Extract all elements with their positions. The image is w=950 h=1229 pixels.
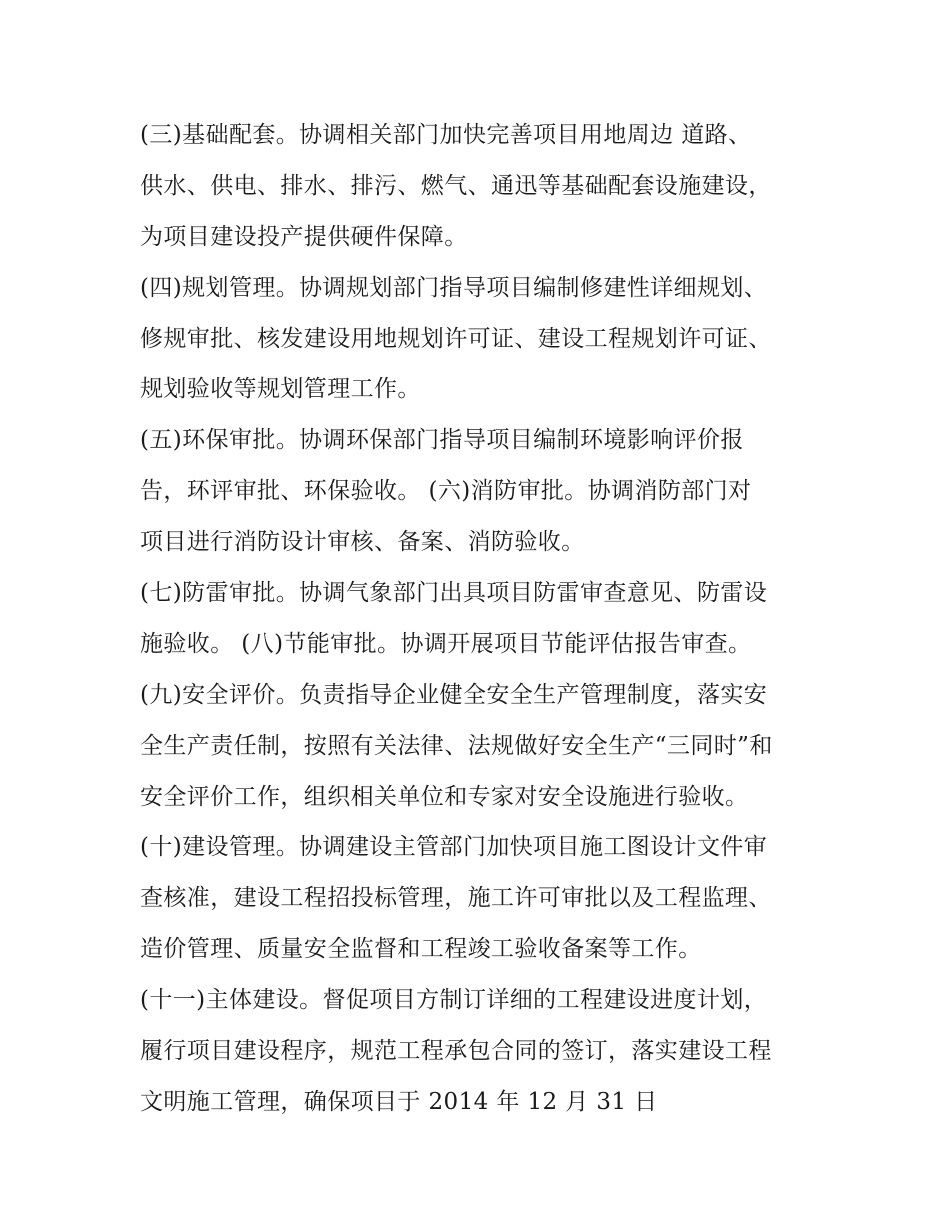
- text-line: 造价管理、质量安全监督和工程竣工验收备案等工作。: [140, 936, 702, 963]
- text-line: (五)环保审批。协调环保部门指导项目编制环境影响评价报: [140, 427, 744, 454]
- text-line: 规划验收等规划管理工作。: [140, 376, 421, 403]
- text-line: (九)安全评价。负责指导企业健全安全生产管理制度，落实安: [140, 681, 768, 708]
- text-line: 履行项目建设程序，规范工程承包合同的签订，落实建设工程: [140, 1038, 772, 1065]
- text-line: 项目进行消防设计审核、备案、消防验收。: [140, 529, 585, 556]
- text-line: (十)建设管理。协调建设主管部门加快项目施工图设计文件审: [140, 834, 768, 861]
- text-line: 修规审批、核发建设用地规划许可证、建设工程规划许可证、: [140, 325, 772, 352]
- text-line: (十一)主体建设。督促项目方制订详细的工程建设进度计划，: [140, 987, 768, 1014]
- text-line: 告，环评审批、环保验收。 (六)消防审批。协调消防部门对: [140, 478, 752, 505]
- body-text: [140, 110, 830, 1128]
- text-line: 全生产责任制，按照有关法律、法规做好安全生产“三同时”和: [140, 732, 773, 759]
- text-line: 安全评价工作，组织相关单位和专家对安全设施进行验收。: [140, 783, 749, 810]
- text-line: (三)基础配套。协调相关部门加快完善项目用地周边 道路、: [140, 122, 752, 148]
- text-line: (四)规划管理。协调规划部门指导项目编制修建性详细规划、: [140, 274, 768, 301]
- text-line: 文明施工管理，确保项目于 2014 年 12 月 31 日: [140, 1088, 658, 1115]
- text-line: 施验收。 (八)节能审批。协调开展项目节能评估报告审查。: [140, 630, 752, 657]
- text-line: 供水、供电、排水、排污、燃气、通迅等基础配套设施建设，: [140, 172, 772, 199]
- text-line: (七)防雷审批。协调气象部门出具项目防雷审查意见、防雷设: [140, 580, 768, 607]
- text-line: 查核准，建设工程招投标管理，施工许可审批以及工程监理、: [140, 885, 772, 912]
- text-line: 为项目建设投产提供硬件保障。: [140, 223, 468, 250]
